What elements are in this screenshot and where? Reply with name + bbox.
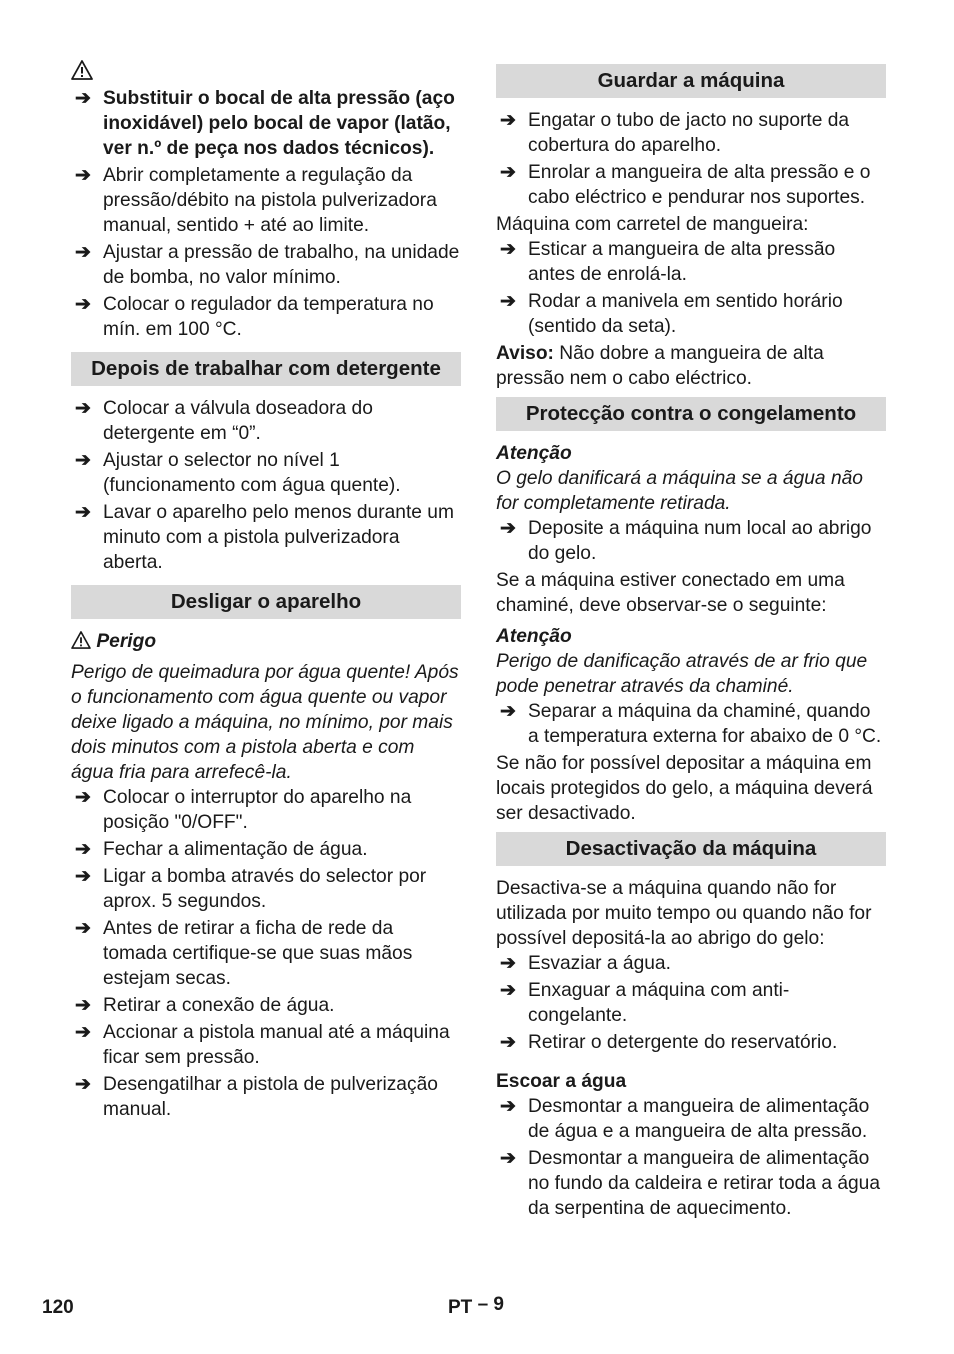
arrow-right-icon: ➔	[75, 787, 91, 808]
arrow-right-icon: ➔	[500, 953, 516, 974]
list-item: ➔ Desengatilhar a pistola de pulverização manual.	[75, 1074, 438, 1120]
attention-heading: Atenção	[496, 626, 572, 647]
list-item: ➔ Colocar o interruptor do aparelho na posição "0/OFF".	[75, 787, 412, 833]
left-column	[71, 60, 461, 1122]
arrow-right-icon: ➔	[500, 1096, 516, 1117]
list-item: ➔ Separar a máquina da chaminé, quando a temperatura externa for abaixo de 0 °C.	[500, 701, 882, 747]
list-item: ➔ Deposite a máquina num local ao abrigo do gelo.	[500, 518, 872, 564]
list-item: ➔ Colocar a válvula doseadora do detergente em “0”.	[75, 398, 373, 444]
list-item: ➔ Substituir o bocal de alta pressão (aço inoxidável) pelo bocal de vapor (latão, ver n.º de peça nos dados técnicos).	[75, 88, 455, 159]
arrow-right-icon: ➔	[75, 294, 91, 315]
section-title-frost: Protecção contra o congelamento	[496, 397, 886, 431]
arrow-right-icon: ➔	[75, 450, 91, 471]
arrow-right-icon: ➔	[75, 866, 91, 887]
list-item: ➔ Desmontar a mangueira de alimentação de água e a mangueira de alta pressão.	[500, 1096, 870, 1142]
list-item: ➔ Fechar a alimentação de água.	[75, 839, 368, 860]
list-item: ➔ Desmontar a mangueira de alimentação no fundo da caldeira e retirar toda a água da serpentina de aquecimento.	[500, 1148, 881, 1219]
list-item: ➔ Esvaziar a água.	[500, 953, 671, 974]
list-item: ➔ Lavar o aparelho pelo menos durante um minuto com a pistola pulverizadora aberta.	[75, 502, 454, 573]
list-item: ➔ Colocar o regulador da temperatura no mín. em 100 °C.	[75, 294, 434, 340]
list-item: ➔ Ligar a bomba através do selector por aprox. 5 segundos.	[75, 866, 427, 912]
list-item: ➔ Enrolar a mangueira de alta pressão e o cabo eléctrico e pendurar nos suportes.	[500, 162, 871, 208]
arrow-right-icon: ➔	[75, 398, 91, 419]
danger-text: Perigo de queimadura por água quente! Após o funcionamento com água quente ou vapor deixe ligado a máquina, no mínimo, por mais dois minutos com a pistola aberta e com água fria para arrefecê-la.	[71, 662, 459, 783]
footer-lang	[448, 1294, 504, 1319]
section-title-shutdown: Desligar o aparelho	[71, 585, 461, 619]
arrow-right-icon: ➔	[500, 980, 516, 1001]
list-item: ➔ Retirar o detergente do reservatório.	[500, 1032, 838, 1053]
chimney-text: Se a máquina estiver conectado em uma chaminé, deve observar-se o seguinte:	[496, 570, 845, 616]
arrow-right-icon: ➔	[500, 110, 516, 131]
right-column	[496, 64, 886, 1221]
list-item: ➔ Enxaguar a máquina com anti-congelante.	[500, 980, 790, 1026]
notice-paragraph: Aviso: Não dobre a mangueira de alta pressão nem o cabo eléctrico.	[496, 343, 824, 389]
list-item: ➔ Rodar a manivela em sentido horário (sentido da seta).	[500, 291, 843, 337]
list-item: ➔ Ajustar o selector no nível 1 (funcionamento com água quente).	[75, 450, 401, 496]
arrow-right-icon: ➔	[75, 165, 91, 186]
warning-icon	[71, 60, 461, 86]
closing-text: Se não for possível depositar a máquina em locais protegidos do gelo, a máquina deverá ser desactivado.	[496, 753, 873, 824]
list-item: ➔ Accionar a pistola manual até a máquina ficar sem pressão.	[75, 1022, 450, 1068]
arrow-right-icon: ➔	[75, 502, 91, 523]
section-title-deactivation: Desactivação da máquina	[496, 832, 886, 866]
deactivation-intro: Desactiva-se a máquina quando não for utilizada por muito tempo ou quando não for possível depositá-la ao abrigo do gelo:	[496, 878, 872, 949]
arrow-right-icon: ➔	[500, 239, 516, 260]
arrow-right-icon: ➔	[75, 918, 91, 939]
language-code: PT	[448, 1297, 473, 1318]
list-item: ➔ Abrir completamente a regulação da pressão/débito na pistola pulverizadora manual, sentido + até ao limite.	[75, 165, 437, 236]
arrow-right-icon: ➔	[500, 518, 516, 539]
arrow-right-icon: ➔	[500, 1148, 516, 1169]
page-sub: – 9	[477, 1294, 504, 1315]
arrow-right-icon: ➔	[75, 1074, 91, 1095]
list-item: ➔ Ajustar a pressão de trabalho, na unidade de bomba, no valor mínimo.	[75, 242, 460, 288]
page-number: 120	[42, 1297, 74, 1318]
arrow-right-icon: ➔	[500, 291, 516, 312]
attention-text: Perigo de danificação através de ar frio que pode penetrar através da chaminé.	[496, 651, 868, 697]
section-title-storage: Guardar a máquina	[496, 64, 886, 98]
list-item: ➔ Engatar o tubo de jacto no suporte da cobertura do aparelho.	[500, 110, 850, 156]
arrow-right-icon: ➔	[500, 701, 516, 722]
attention-heading: Atenção	[496, 443, 572, 464]
arrow-right-icon: ➔	[75, 88, 91, 109]
danger-heading: Perigo	[71, 629, 461, 654]
drain-title: Escoar a água	[496, 1071, 627, 1092]
warning-triangle-icon	[71, 631, 91, 649]
section-title-detergent: Depois de trabalhar com detergente	[71, 352, 461, 386]
arrow-right-icon: ➔	[75, 995, 91, 1016]
arrow-right-icon: ➔	[75, 242, 91, 263]
notice-label: Aviso:	[496, 343, 554, 364]
reel-intro: Máquina com carretel de mangueira:	[496, 214, 809, 235]
list-item: ➔ Antes de retirar a ficha de rede da tomada certifique-se que suas mãos estejam secas.	[75, 918, 413, 989]
arrow-right-icon: ➔	[75, 1022, 91, 1043]
attention-text: O gelo danificará a máquina se a água não for completamente retirada.	[496, 468, 863, 514]
list-item: ➔ Esticar a mangueira de alta pressão antes de enrolá-la.	[500, 239, 836, 285]
arrow-right-icon: ➔	[500, 1032, 516, 1053]
arrow-right-icon: ➔	[75, 839, 91, 860]
arrow-right-icon: ➔	[500, 162, 516, 183]
list-item: ➔ Retirar a conexão de água.	[75, 995, 335, 1016]
